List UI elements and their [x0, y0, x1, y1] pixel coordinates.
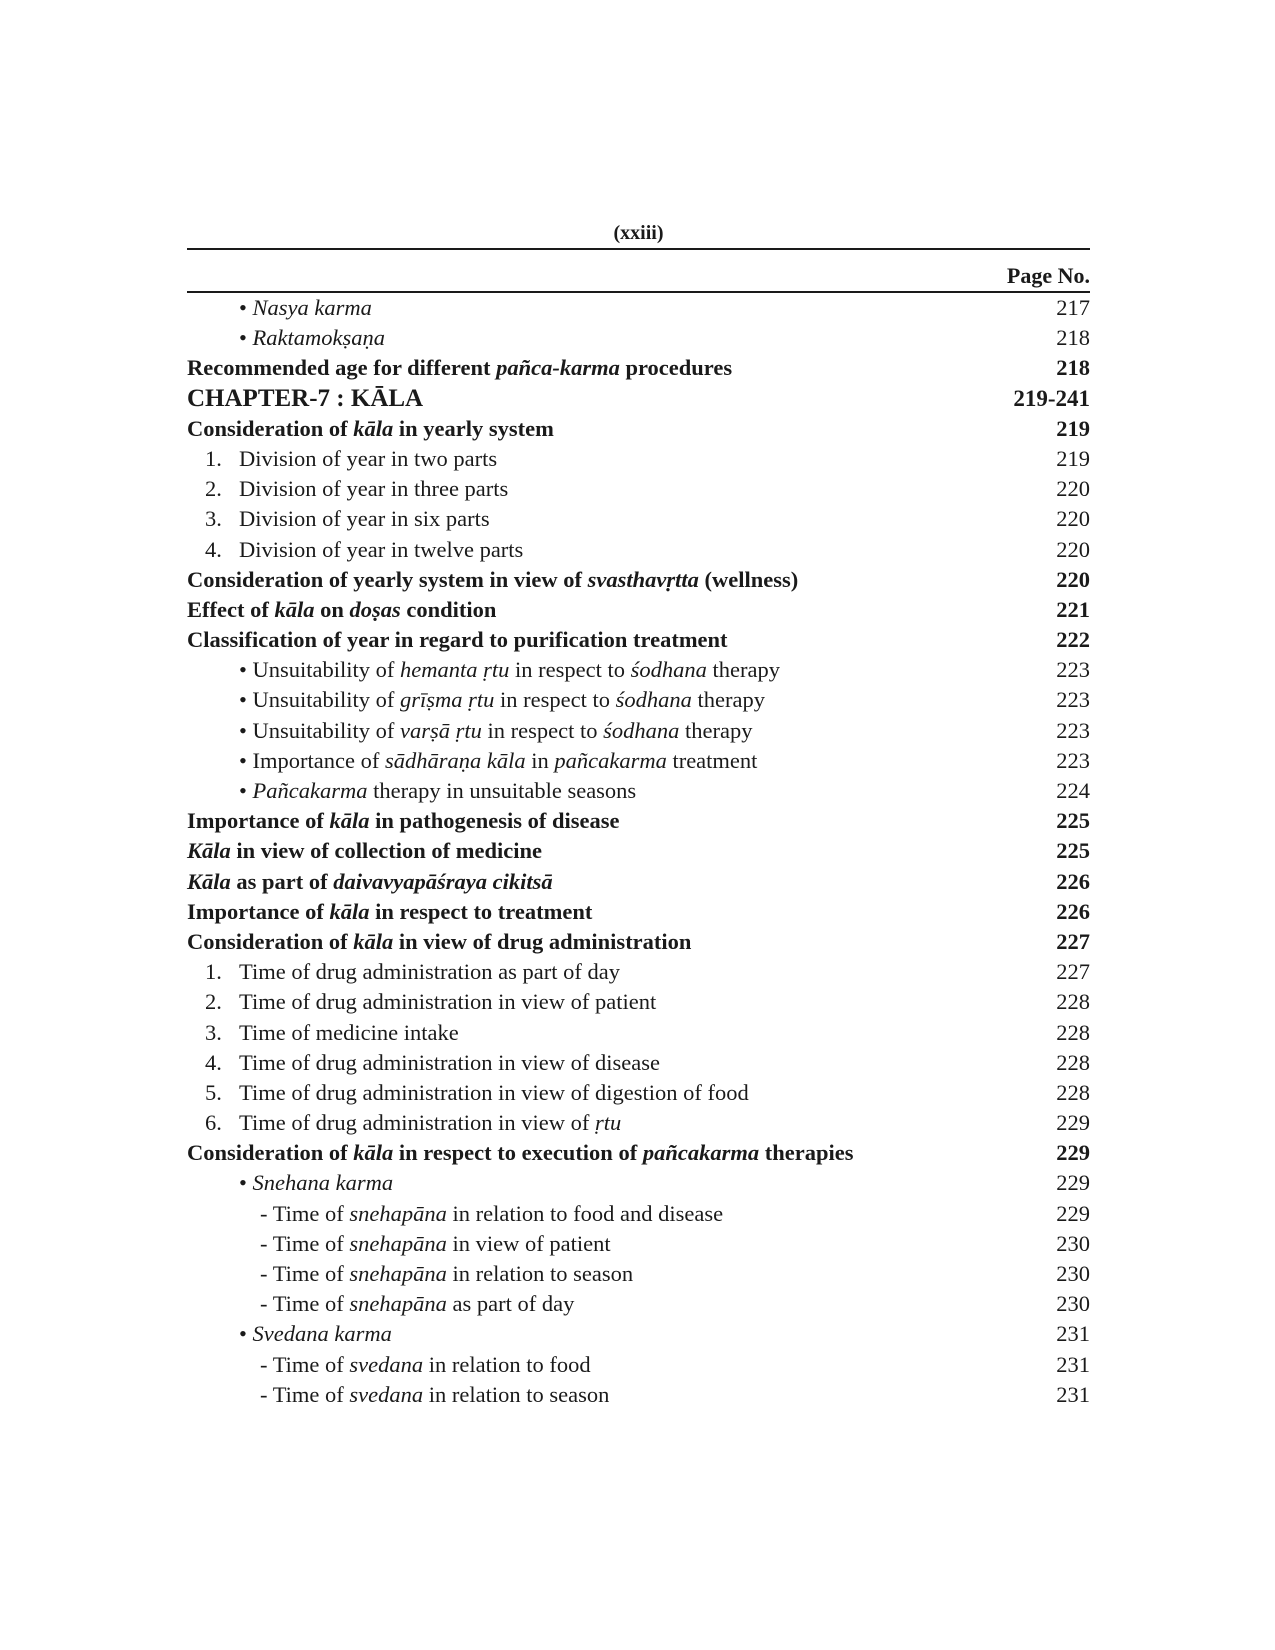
toc-entry-title: - Time of snehapāna in view of patient [260, 1230, 611, 1256]
toc-entry-title: - Time of svedana in relation to food [260, 1351, 591, 1377]
toc-entry-title: - Time of snehapāna in relation to season [260, 1261, 634, 1286]
toc-entry [187, 1289, 1090, 1319]
toc-entry [187, 1380, 1090, 1410]
toc-entry [187, 353, 1090, 383]
toc-entry-page: 230 [1056, 1230, 1090, 1256]
toc-entry-title: - Time of snehapāna in relation to food and disease [260, 1200, 724, 1226]
column-header-row [187, 250, 1090, 293]
toc-entry-page: 229 [1056, 1200, 1090, 1226]
toc-entry-page: 228 [1056, 989, 1090, 1015]
toc-entry-number: 4. [205, 536, 222, 562]
toc-entry-page: 223 [1056, 747, 1090, 773]
toc-entry [187, 685, 1090, 715]
toc-entry-title: • Svedana karma [239, 1321, 392, 1347]
toc-entry-page: 227 [1056, 959, 1090, 985]
toc-entry-number: 2. [205, 476, 222, 502]
toc-entry [187, 1199, 1090, 1229]
toc-entry-page: 221 [1056, 596, 1090, 622]
toc-entry-page: 228 [1056, 1079, 1090, 1105]
toc-entry [187, 323, 1090, 353]
toc-entry [187, 836, 1090, 866]
toc-entry-page: 222 [1056, 627, 1090, 653]
toc-entry-number: 5. [205, 1079, 222, 1105]
toc-entry [187, 474, 1090, 504]
toc-entry-title: • Unsuitability of grīṣma ṛtu in respect to śodhana therapy [239, 687, 765, 713]
page-number: (xxiii) [613, 222, 664, 244]
toc-entry [187, 987, 1090, 1017]
toc-entry-page: 219 [1056, 415, 1090, 441]
toc-entry-page: 229 [1056, 1170, 1090, 1196]
toc-entry-page: 220 [1056, 536, 1090, 562]
toc-entry-title: 4. Time of drug administration in view of disease [187, 1048, 660, 1078]
toc-entry-number: 6. [205, 1110, 222, 1136]
toc-entry [187, 535, 1090, 565]
toc-entry-page: 224 [1056, 778, 1090, 803]
toc-entry-page: 220 [1056, 566, 1090, 592]
toc-entry-title: • Nasya karma [239, 295, 372, 320]
toc-entry [187, 806, 1090, 836]
toc-entry-page: 217 [1056, 295, 1090, 320]
toc-entry-title: Recommended age for different pañca-karma procedures [187, 355, 733, 381]
column-header: Page No. [1006, 263, 1090, 288]
toc-entry [187, 565, 1090, 595]
toc-entry-page: 225 [1056, 808, 1090, 834]
toc-entry [187, 867, 1090, 897]
toc-entry [187, 1319, 1090, 1349]
toc-entry-title: Consideration of kāla in view of drug administration [187, 928, 692, 954]
toc-entry-title: Consideration of yearly system in view of svasthavṛtta (wellness) [187, 566, 799, 592]
toc-entry [187, 414, 1090, 444]
toc-entry-page: 218 [1056, 325, 1090, 351]
toc-entry [187, 1078, 1090, 1108]
toc-entry-number: 1. [205, 959, 222, 985]
toc-entry-title: 1. Division of year in two parts [187, 444, 497, 474]
toc-entry-title: 3. Division of year in six parts [187, 504, 490, 534]
toc-list [187, 293, 1090, 1410]
toc-entry-title: Consideration of kāla in yearly system [187, 415, 554, 441]
toc-entry [187, 776, 1090, 806]
toc-entry [187, 595, 1090, 625]
toc-entry-number: 4. [205, 1049, 222, 1075]
toc-entry-title: 3. Time of medicine intake [187, 1018, 459, 1048]
toc-entry-page: 227 [1056, 928, 1090, 954]
toc-entry-title: • Unsuitability of varṣā ṛtu in respect to śodhana therapy [239, 717, 753, 743]
toc-entry [187, 716, 1090, 746]
toc-entry-number: 3. [205, 506, 222, 532]
toc-entry-page: 231 [1056, 1321, 1090, 1347]
toc-entry-title: 2. Division of year in three parts [187, 474, 508, 504]
toc-entry-page: 218 [1056, 355, 1090, 381]
toc-entry-title: CHAPTER-7 : KĀLA [187, 384, 424, 412]
toc-entry-page: 229 [1056, 1110, 1090, 1136]
toc-entry-title: - Time of snehapāna as part of day [260, 1291, 575, 1317]
toc-entry [187, 625, 1090, 655]
toc-entry [187, 957, 1090, 987]
toc-entry-title: Importance of kāla in pathogenesis of disease [187, 808, 620, 834]
toc-entry-title: Consideration of kāla in respect to execution of pañcakarma therapies [187, 1140, 854, 1166]
toc-entry-title: • Importance of sādhāraṇa kāla in pañcakarma treatment [239, 747, 758, 773]
toc-entry [187, 1018, 1090, 1048]
toc-entry-page: 220 [1056, 506, 1090, 532]
toc-entry [187, 384, 1090, 414]
toc-entry-title: • Snehana karma [239, 1170, 394, 1196]
toc-entry [187, 1048, 1090, 1078]
toc-entry [187, 655, 1090, 685]
toc-entry-title: Importance of kāla in respect to treatment [187, 898, 593, 924]
toc-entry-title: • Pañcakarma therapy in unsuitable seasons [239, 778, 637, 803]
toc-entry [187, 927, 1090, 957]
toc-entry-page: 231 [1056, 1381, 1090, 1407]
toc-entry-page: 223 [1056, 687, 1090, 713]
toc-entry-page: 231 [1056, 1351, 1090, 1377]
toc-entry-page: 225 [1056, 838, 1090, 864]
toc-entry [187, 1108, 1090, 1138]
toc-entry-page: 219-241 [1013, 385, 1090, 411]
toc-entry-page: 228 [1056, 1019, 1090, 1045]
toc-entry-number: 1. [205, 445, 222, 471]
toc-entry-title: • Raktamokṣaṇa [239, 325, 385, 351]
toc-entry-page: 226 [1056, 868, 1090, 894]
toc-page [187, 218, 1090, 1410]
toc-entry-page: 223 [1056, 657, 1090, 683]
toc-entry-title: 4. Division of year in twelve parts [187, 535, 523, 565]
toc-entry-page: 219 [1056, 445, 1090, 471]
toc-entry-title: 2. Time of drug administration in view of patient [187, 987, 656, 1017]
toc-entry [187, 1138, 1090, 1168]
toc-entry [187, 504, 1090, 534]
toc-entry [187, 1259, 1090, 1289]
toc-entry [187, 293, 1090, 323]
toc-entry-title: Kāla in view of collection of medicine [187, 838, 542, 864]
toc-entry-page: 228 [1056, 1049, 1090, 1075]
toc-entry-title: Effect of kāla on doṣas condition [187, 596, 497, 622]
toc-entry-title: Classification of year in regard to purification treatment [187, 627, 728, 653]
toc-entry-number: 3. [205, 1019, 222, 1045]
toc-entry-page: 226 [1056, 898, 1090, 924]
toc-entry-title: 5. Time of drug administration in view of digestion of food [187, 1078, 749, 1108]
toc-entry [187, 1229, 1090, 1259]
toc-entry [187, 746, 1090, 776]
toc-entry-title: 6. Time of drug administration in view of ṛtu [187, 1108, 621, 1138]
toc-entry-title: - Time of svedana in relation to season [260, 1381, 610, 1407]
toc-entry-page: 230 [1056, 1291, 1090, 1317]
toc-entry-title: 1. Time of drug administration as part of day [187, 957, 620, 987]
toc-entry [187, 444, 1090, 474]
toc-entry-page: 223 [1056, 717, 1090, 743]
toc-entry-page: 220 [1056, 476, 1090, 502]
toc-entry [187, 1350, 1090, 1380]
toc-entry-page: 229 [1056, 1140, 1090, 1166]
toc-entry-number: 2. [205, 989, 222, 1015]
toc-entry-title: Kāla as part of daivavyapāśraya cikitsā [187, 868, 553, 894]
toc-entry-page: 230 [1056, 1261, 1090, 1286]
toc-entry [187, 897, 1090, 927]
toc-entry [187, 1168, 1090, 1198]
toc-entry-title: • Unsuitability of hemanta ṛtu in respect to śodhana therapy [239, 657, 780, 683]
